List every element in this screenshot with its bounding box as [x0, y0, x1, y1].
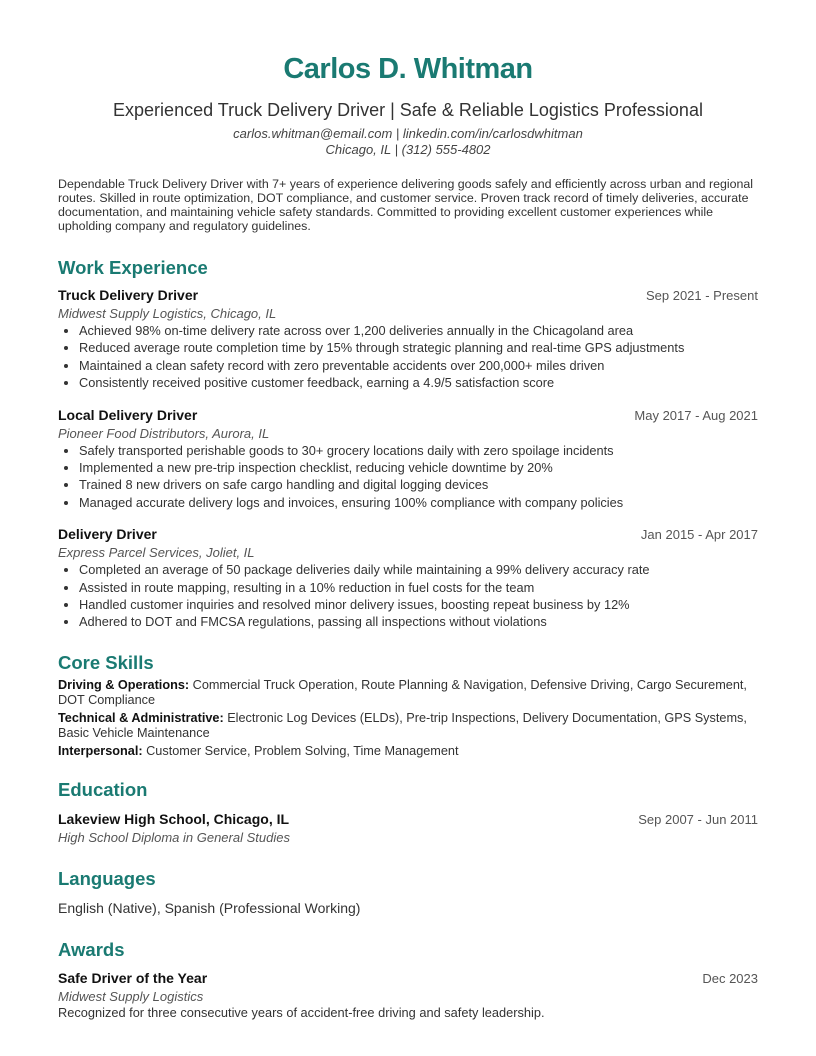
job-role: Delivery Driver	[58, 526, 157, 543]
job-dates: May 2017 - Aug 2021	[634, 407, 758, 423]
section-title-awards: Awards	[58, 938, 125, 960]
section-title-education: Education	[58, 778, 148, 800]
candidate-tagline: Experienced Truck Delivery Driver | Safe & Reliable Logistics Professional	[113, 100, 703, 120]
job-bullets	[58, 442, 758, 512]
job-organization: Pioneer Food Distributors, Aurora, IL	[58, 425, 270, 441]
education-school: Lakeview High School, Chicago, IL	[58, 810, 290, 827]
section-education	[58, 779, 758, 846]
skill-group-text: Commercial Truck Operation, Route Planning & Navigation, Defensive Driving, Cargo Securement, DOT Compliance	[58, 677, 747, 707]
job-role: Local Delivery Driver	[58, 406, 198, 423]
job-dates: Sep 2021 - Present	[645, 288, 758, 303]
candidate-name: Carlos D. Whitman	[283, 53, 533, 85]
education-dates: Sep 2007 - Jun 2011	[638, 811, 758, 827]
job-bullet: • Adhered to DOT and FMCSA regulations, passing all inspections without violations	[79, 613, 758, 630]
section-awards	[58, 939, 758, 1021]
job-bullet: • Safely transported perishable goods to 30+ grocery locations daily with zero spoilage incidents	[79, 442, 758, 459]
job-bullet: • Managed accurate delivery logs and invoices, ensuring 100% compliance with company policies	[79, 494, 758, 511]
skill-group-text: Customer Service, Problem Solving, Time Management	[142, 743, 459, 758]
job-bullet: • Reduced average route completion time by 15% through strategic planning and real-time GPS adjustments	[79, 339, 758, 356]
contact-line-location-phone: Chicago, IL | (312) 555-4802	[325, 142, 491, 157]
job-bullet: • Achieved 98% on-time delivery rate across over 1,200 deliveries annually in the Chicagoland area	[79, 322, 758, 339]
section-title-languages: Languages	[58, 867, 156, 889]
job-bullet: • Completed an average of 50 package deliveries daily while maintaining a 99% delivery accuracy rate	[79, 561, 758, 578]
skill-group-label: Driving & Operations:	[58, 677, 190, 692]
job-bullet: • Implemented a new pre-trip inspection checklist, reducing vehicle downtime by 20%	[79, 459, 758, 476]
award-name: Safe Driver of the Year	[58, 969, 208, 986]
section-languages	[58, 868, 758, 917]
section-work-experience	[58, 257, 758, 631]
skill-group	[58, 711, 758, 741]
job-bullets	[58, 561, 758, 631]
award-organization: Midwest Supply Logistics	[58, 988, 204, 1004]
job-bullet: • Maintained a clean safety record with zero preventable accidents over 200,000+ miles driven	[79, 357, 758, 374]
job-entry	[58, 525, 758, 631]
job-role: Truck Delivery Driver	[58, 287, 199, 303]
section-core-skills	[58, 652, 758, 759]
section-title-core-skills: Core Skills	[58, 651, 154, 673]
resume-header	[58, 0, 758, 158]
job-entry	[58, 286, 758, 392]
section-title-work-experience: Work Experience	[58, 257, 208, 278]
award-date: Dec 2023	[702, 970, 758, 986]
skill-group-label: Interpersonal:	[58, 743, 143, 758]
skill-group-text: Electronic Log Devices (ELDs), Pre-trip Inspections, Delivery Documentation, GPS Systems, Basic Vehicle Maintenance	[58, 710, 747, 740]
job-bullets	[58, 322, 758, 392]
job-entry	[58, 406, 758, 512]
job-organization: Express Parcel Services, Joliet, IL	[58, 545, 255, 561]
skill-group-label: Technical & Administrative:	[58, 710, 224, 725]
skill-group	[58, 678, 758, 708]
education-degree: High School Diploma in General Studies	[58, 829, 290, 845]
contact-info	[58, 126, 758, 158]
professional-summary: Dependable Truck Delivery Driver with 7+ years of experience delivering goods safely and efficiently across urban and regional routes. Skilled in route optimization, DOT compliance, and customer service. Proven track record of timely deliveries, accurate documentation, and maintaining vehicle safety standards. Committed to providing excellent customer experiences while upholding company and regulatory guidelines.	[58, 177, 754, 233]
job-bullet: • Consistently received positive customer feedback, earning a 4.9/5 satisfaction score	[79, 374, 758, 391]
skill-group	[58, 744, 758, 759]
job-bullet: • Handled customer inquiries and resolved minor delivery issues, boosting repeat business by 12%	[79, 596, 758, 613]
job-organization: Midwest Supply Logistics, Chicago, IL	[58, 306, 277, 321]
job-dates: Jan 2015 - Apr 2017	[640, 527, 758, 543]
contact-line-email-linkedin: carlos.whitman@email.com | linkedin.com/in/carlosdwhitman	[233, 126, 583, 141]
award-description: Recognized for three consecutive years of accident-free driving and safety leadership.	[58, 1004, 545, 1020]
job-bullet: • Assisted in route mapping, resulting in a 10% reduction in fuel costs for the team	[79, 579, 758, 596]
job-bullet: • Trained 8 new drivers on safe cargo handling and digital logging devices	[79, 476, 758, 493]
languages-text: English (Native), Spanish (Professional Working)	[58, 899, 361, 916]
